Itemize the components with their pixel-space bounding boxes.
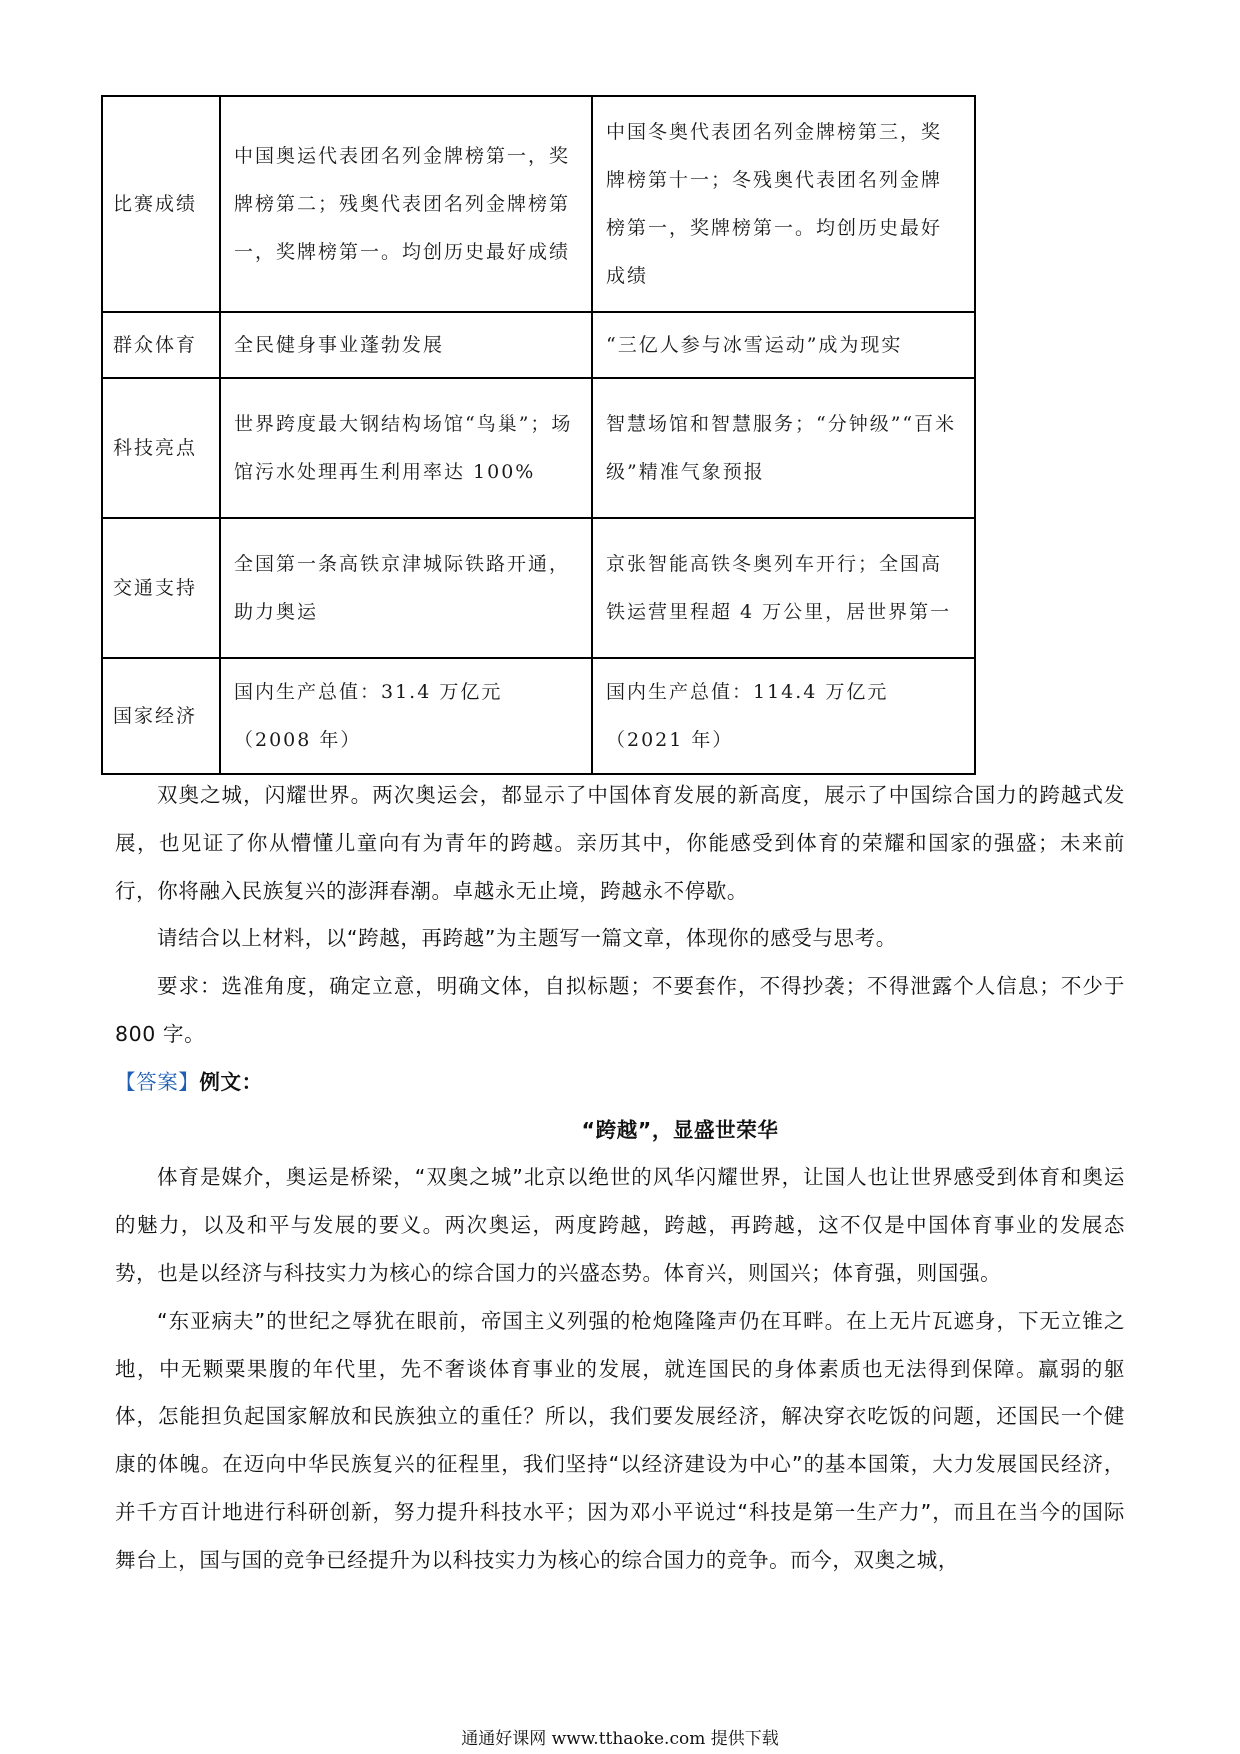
table-row xyxy=(102,378,975,518)
row-category: 交通支持 xyxy=(102,518,220,658)
row-category: 科技亮点 xyxy=(102,378,220,518)
table-row xyxy=(102,518,975,658)
material-paragraph: 双奥之城，闪耀世界。两次奥运会，都显示了中国体育发展的新高度，展示了中国综合国力的跨越式发展，也见证了你从懵懂儿童向有为青年的跨越。亲历其中，你能感受到体育的荣耀和国家的强盛；未来前行，你将融入民族复兴的澎湃春潮。卓越永无止境，跨越永不停歇。 xyxy=(115,783,1125,903)
answer-label: 例文： xyxy=(199,1069,263,1094)
row-category: 国家经济 xyxy=(102,658,220,774)
summer-olympics-cell: 世界跨度最大钢结构场馆“鸟巢”；场馆污水处理再生利用率达 100% xyxy=(220,378,592,518)
row-category: 比赛成绩 xyxy=(102,96,220,312)
summer-olympics-cell: 国内生产总值：31.4 万亿元（2008 年） xyxy=(220,658,592,774)
essay-paragraph: 体育是媒介，奥运是桥梁，“双奥之城”北京以绝世的风华闪耀世界，让国人也让世界感受到体育和奥运的魅力，以及和平与发展的要义。两次奥运，两度跨越，跨越，再跨越，这不仅是中国体育事业的发展态势，也是以经济与科技实力为核心的综合国力的兴盛态势。体育兴，则国兴；体育强，则国强。 xyxy=(115,1165,1125,1285)
table-row xyxy=(102,96,975,312)
answer-tag: 【答案】 xyxy=(115,1069,200,1094)
row-category: 群众体育 xyxy=(102,312,220,378)
table-row xyxy=(102,658,975,774)
table-row xyxy=(102,312,975,378)
summer-olympics-cell: 全国第一条高铁京津城际铁路开通，助力奥运 xyxy=(220,518,592,658)
essay-paragraph: “东亚病夫”的世纪之辱犹在眼前，帝国主义列强的枪炮隆隆声仍在耳畔。在上无片瓦遮身，下无立锥之地，中无颗粟果腹的年代里，先不奢谈体育事业的发展，就连国民的身体素质也无法得到保障。羸弱的躯体，怎能担负起国家解放和民族独立的重任？所以，我们要发展经济，解决穿衣吃饭的问题，还国民一个健康的体魄。在迈向中华民族复兴的征程里，我们坚持“以经济建设为中心”的基本国策，大力发展国民经济，并千方百计地进行科研创新，努力提升科技水平；因为邓小平说过“科技是第一生产力”，而且在当今的国际舞台上，国与国的竞争已经提升为以科技实力为核心的综合国力的竞争。而今，双奥之城， xyxy=(115,1308,1125,1572)
comparison-table xyxy=(101,95,976,775)
essay-title: “跨越”，显盛世荣华 xyxy=(581,1117,779,1142)
winter-olympics-cell: 京张智能高铁冬奥列车开行；全国高铁运营里程超 4 万公里，居世界第一 xyxy=(592,518,975,658)
page-footer: 通通好课网 www.tthaoke.com 提供下载 xyxy=(461,1729,779,1749)
requirements-paragraph: 要求：选准角度，确定立意，明确文体，自拟标题；不要套作，不得抄袭；不得泄露个人信息；不少于 800 字。 xyxy=(115,974,1125,1046)
summer-olympics-cell: 中国奥运代表团名列金牌榜第一，奖牌榜第二；残奥代表团名列金牌榜第一，奖牌榜第一。均创历史最好成绩 xyxy=(220,96,592,312)
summer-olympics-cell: 全民健身事业蓬勃发展 xyxy=(220,312,592,378)
winter-olympics-cell: 智慧场馆和智慧服务；“分钟级”“百米级”精准气象预报 xyxy=(592,378,975,518)
winter-olympics-cell: “三亿人参与冰雪运动”成为现实 xyxy=(592,312,975,378)
winter-olympics-cell: 中国冬奥代表团名列金牌榜第三，奖牌榜第十一；冬残奥代表团名列金牌榜第一，奖牌榜第一。均创历史最好成绩 xyxy=(592,96,975,312)
body-text xyxy=(115,772,1125,1585)
answer-heading xyxy=(115,1059,1125,1107)
prompt-paragraph: 请结合以上材料，以“跨越，再跨越”为主题写一篇文章，体现你的感受与思考。 xyxy=(157,926,897,951)
winter-olympics-cell: 国内生产总值：114.4 万亿元（2021 年） xyxy=(592,658,975,774)
